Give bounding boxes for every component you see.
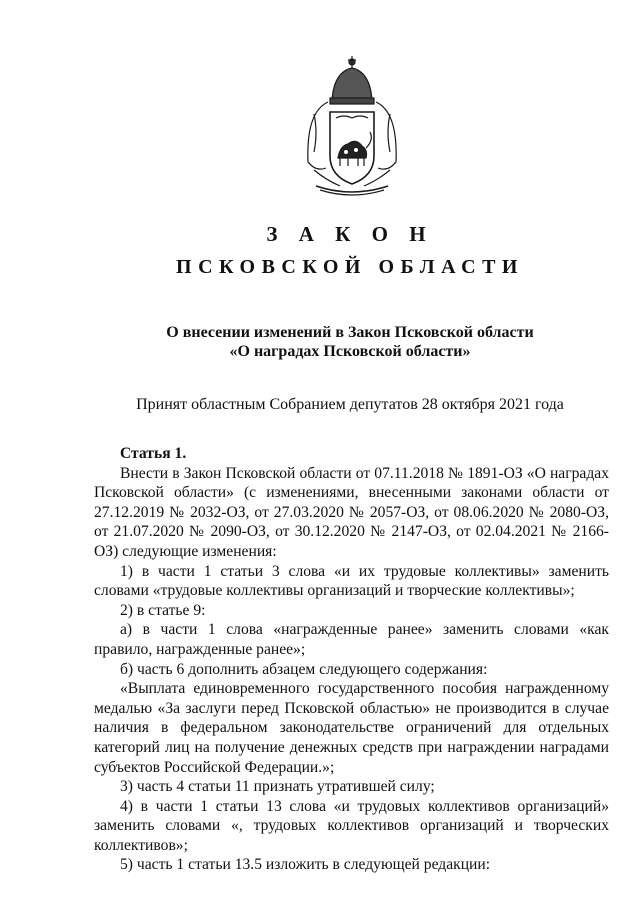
document-title-region: ПСКОВСКОЙ ОБЛАСТИ (176, 256, 524, 278)
subtitle-line-1: О внесении изменений в Закон Псковской области (166, 324, 534, 341)
paragraph-item-5: 5) часть 1 статьи 13.5 изложить в следующей редакции: (120, 856, 491, 874)
article-heading: Статья 1. (120, 445, 187, 462)
coat-of-arms-icon (296, 52, 408, 202)
coat-of-arms-emblem (296, 52, 408, 202)
document-title: З А К О Н (266, 222, 434, 246)
document-subtitle (0, 323, 640, 361)
paragraph-quote: «Выплата единовременного государственного пособия награжденному медалью «За заслуги перед Псковской областью» не производится в случае наличия в федеральном законодательстве ограничений для отдельных категорий лиц на получение денежных средств при награждении наградами субъектов Российской Федерации.»; (94, 680, 609, 776)
subtitle-line-2: «О наградах Псковской области» (229, 343, 471, 360)
paragraph-item-2: 2) в статье 9: (120, 601, 206, 619)
document-body (94, 444, 609, 875)
paragraph-item-2a: а) в части 1 слова «награжденные ранее» заменить словами «как правило, награжденные ранее»; (94, 621, 609, 658)
paragraph-intro: Внести в Закон Псковской области от 07.11.2018 № 1891-ОЗ «О наградах Псковской области» (с изменениями, внесенными законами области от 27.12.2019 № 2032-ОЗ, от 27.03.2020 № 2057-ОЗ, от 08.06.2020 № 2080-ОЗ, от 21.07.2020 № 2090-ОЗ, от 30.12.2020 № 2147-ОЗ, от 02.04.2021 № 2166-ОЗ) следующие изменения: (94, 464, 609, 560)
paragraph-item-4: 4) в части 1 статьи 13 слова «и трудовых коллективов организаций» заменить словами «, трудовых коллективов организаций и творческих коллективов»; (94, 797, 609, 854)
adoption-note: Принят областным Собранием депутатов 28 октября 2021 года (136, 396, 564, 413)
paragraph-item-3: 3) часть 4 статьи 11 признать утратившей силу; (120, 778, 435, 796)
paragraph-item-2b: б) часть 6 дополнить абзацем следующего содержания: (120, 660, 488, 678)
paragraph-item-1: 1) в части 1 статьи 3 слова «и их трудовые коллективы» заменить словами «трудовые коллективы организаций и творческие коллективы»; (94, 562, 609, 600)
